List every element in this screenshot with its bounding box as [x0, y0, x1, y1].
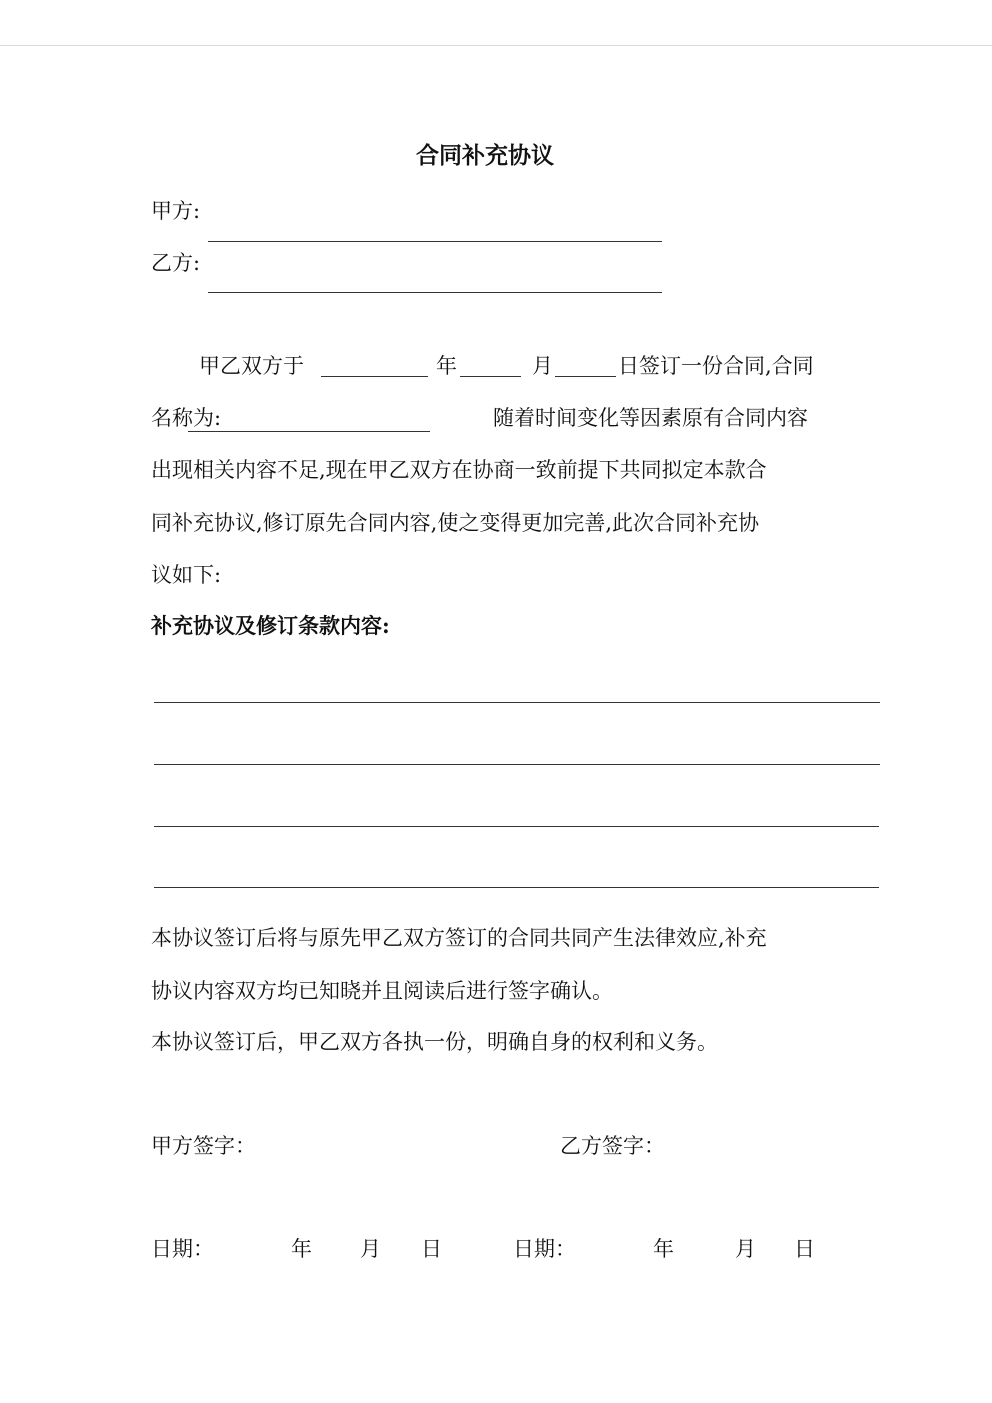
- intro-line4: 同补充协议,修订原先合同内容,使之变得更加完善,此次合同补充协: [151, 511, 760, 535]
- sign-month-blank[interactable]: [555, 376, 616, 377]
- page-top-border: [0, 45, 992, 46]
- contract-name-blank[interactable]: [188, 431, 430, 432]
- intro-line5: 议如下:: [151, 563, 222, 587]
- effect-line1: 本协议签订后将与原先甲乙双方签订的合同共同产生法律效应,补充: [151, 926, 767, 950]
- intro-year: 年: [436, 354, 457, 378]
- intro-line2-prefix: 名称为:: [151, 406, 222, 430]
- sign-day-blank[interactable]: [321, 376, 428, 377]
- party-b-signature-label: 乙方签字：: [560, 1134, 665, 1158]
- document-title: 合同补充协议: [416, 142, 554, 169]
- party-a-label: 甲方:: [151, 199, 201, 223]
- party-a-date-day: 日: [421, 1237, 442, 1261]
- sign-year-blank[interactable]: [460, 376, 521, 377]
- party-b-label: 乙方:: [151, 251, 201, 275]
- clause-blank-line[interactable]: [154, 702, 880, 703]
- party-a-blank[interactable]: [208, 241, 662, 242]
- effect-line3: 本协议签订后，甲乙双方各执一份，明确自身的权利和义务。: [151, 1030, 718, 1054]
- intro-line2-suffix: 随着时间变化等因素原有合同内容: [493, 406, 808, 430]
- clause-blank-line[interactable]: [154, 887, 879, 888]
- intro-line1-prefix: 甲乙双方于: [199, 354, 304, 378]
- intro-line1-suffix: 日签订一份合同,合同: [618, 354, 814, 378]
- party-b-date-label: 日期：: [513, 1237, 576, 1261]
- clause-blank-line[interactable]: [154, 826, 879, 827]
- intro-month: 月: [532, 354, 553, 378]
- clause-blank-line[interactable]: [154, 764, 880, 765]
- party-b-blank[interactable]: [208, 292, 662, 293]
- party-a-signature-label: 甲方签字：: [151, 1134, 256, 1158]
- party-a-date-label: 日期：: [151, 1237, 214, 1261]
- effect-line2: 协议内容双方均已知晓并且阅读后进行签字确认。: [151, 979, 613, 1003]
- party-a-date-month: 月: [360, 1237, 381, 1261]
- intro-line3: 出现相关内容不足,现在甲乙双方在协商一致前提下共同拟定本款合: [151, 458, 767, 482]
- party-b-date-year: 年: [653, 1237, 674, 1261]
- section-heading: 补充协议及修订条款内容:: [151, 613, 390, 638]
- party-b-date-day: 日: [794, 1237, 815, 1261]
- party-b-date-month: 月: [735, 1237, 756, 1261]
- party-a-date-year: 年: [291, 1237, 312, 1261]
